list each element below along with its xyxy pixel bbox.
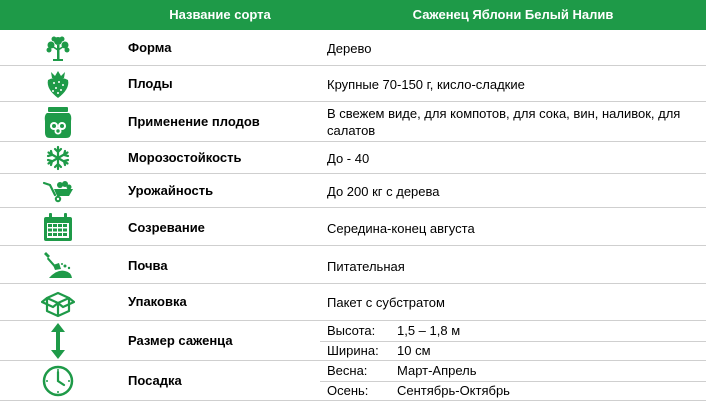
row-label: Плоды — [128, 76, 173, 91]
size-width-value: 10 см — [397, 343, 431, 358]
row-value: До 200 кг с дерева — [327, 184, 440, 199]
row-value: Пакет с субстратом — [327, 295, 445, 310]
table-row — [0, 208, 706, 246]
clock-icon — [30, 364, 86, 398]
tree-icon — [30, 34, 86, 62]
box-icon — [30, 287, 86, 318]
table-row — [0, 174, 706, 208]
row-value: Середина-конец августа — [327, 221, 475, 236]
row-label: Размер саженца — [128, 333, 233, 348]
jar-icon — [30, 105, 86, 139]
shovel-icon — [30, 251, 86, 279]
planting-spring-key: Весна: — [327, 363, 368, 378]
row-label: Урожайность — [128, 183, 214, 198]
table-row — [0, 142, 706, 174]
row-label: Почва — [128, 258, 168, 273]
row-label: Морозостойкость — [128, 150, 242, 165]
strawberry-icon — [30, 69, 86, 99]
table-row — [0, 321, 706, 361]
size-height — [320, 321, 706, 342]
table-row — [0, 102, 706, 142]
row-value: Питательная — [327, 259, 405, 274]
size-height-key: Высота: — [327, 323, 376, 338]
planting-spring-value: Март-Апрель — [397, 363, 477, 378]
row-label: Посадка — [128, 373, 182, 388]
header-name-column: Название сорта — [169, 7, 271, 22]
row-label: Применение плодов — [128, 114, 260, 129]
table-row — [0, 30, 706, 66]
table-row — [0, 284, 706, 321]
table-row — [0, 361, 706, 401]
table-row — [0, 246, 706, 284]
size-height-value: 1,5 – 1,8 м — [397, 323, 461, 338]
row-value: В свежем виде, для компотов, для сока, вин, наливок, для салатов — [327, 106, 681, 138]
table-header — [0, 0, 706, 30]
planting-autumn-key: Осень: — [327, 383, 369, 398]
row-value: Дерево — [327, 41, 372, 56]
planting-autumn — [320, 381, 706, 401]
row-value: Крупные 70-150 г, кисло-сладкие — [327, 77, 525, 92]
size-width-key: Ширина: — [327, 343, 379, 358]
row-value: До - 40 — [327, 151, 370, 166]
vertical-arrows-icon — [30, 323, 86, 359]
planting-autumn-value: Сентябрь-Октябрь — [397, 383, 510, 398]
snowflake-icon — [30, 145, 86, 171]
row-label: Упаковка — [128, 294, 187, 309]
wheelbarrow-icon — [30, 178, 86, 204]
calendar-icon — [30, 213, 86, 241]
planting-spring — [320, 361, 706, 382]
size-width — [320, 341, 706, 361]
row-label: Созревание — [128, 220, 205, 235]
table-row — [0, 66, 706, 102]
row-label: Форма — [128, 40, 172, 55]
header-variety-column: Саженец Яблони Белый Налив — [412, 7, 614, 22]
